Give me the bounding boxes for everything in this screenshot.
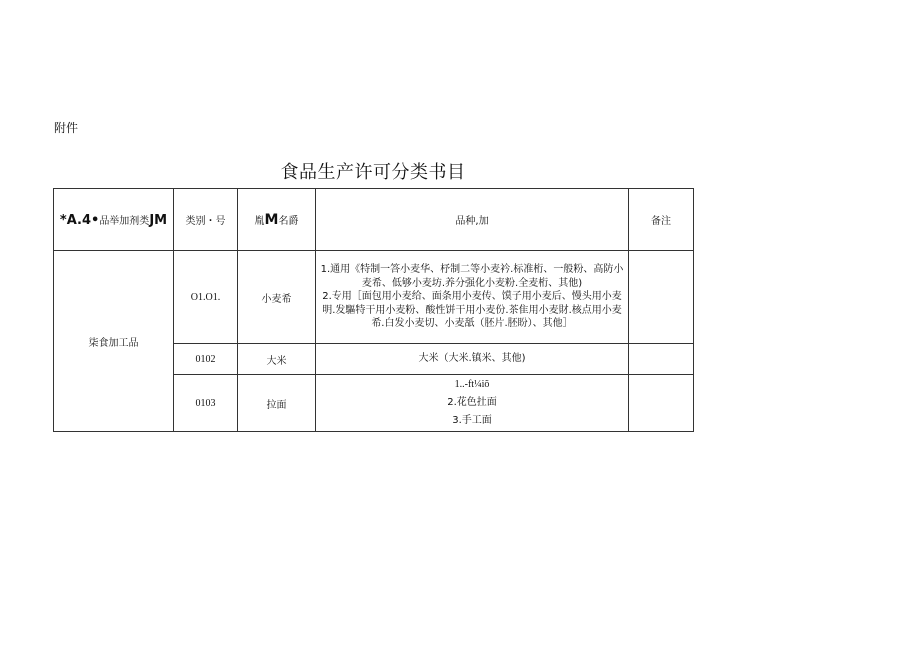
name-cell — [238, 344, 316, 375]
table-row — [54, 251, 694, 344]
varieties-cell — [316, 375, 629, 432]
name-cell — [238, 375, 316, 432]
category-name: 大米 — [266, 355, 287, 367]
header-col5-label: 备注 — [651, 216, 671, 227]
variety-item: 3.手工面 — [452, 415, 492, 426]
header-col3-big: M — [264, 211, 279, 228]
varieties-cell — [316, 251, 629, 344]
code-cell — [174, 375, 238, 432]
classification-table — [53, 188, 694, 432]
header-col1-prefix: *A.4• — [59, 212, 100, 228]
category-label: 柒食加工品 — [88, 337, 139, 349]
header-food-category — [54, 189, 174, 251]
header-varieties — [316, 189, 629, 251]
variety-item: 2.花色扗面 — [447, 397, 497, 408]
header-col2-label: 类别・号 — [185, 216, 226, 227]
header-col3-prefix: 胤 — [254, 215, 265, 227]
header-category-name — [238, 189, 316, 251]
variety-item: 2.专用［面包用小麦给、面条用小麦传、馍子用小麦后、慢头用小麦明.发驅特干用小麦粉、酸性饼干用小麦份.茶隹用小麦財.核点用小麦希.白发小麦切、小麦舐（胚片.胚盼）、其他］ — [322, 291, 622, 330]
variety-item: 1.通用《特制一答小麦华、杼制二等小麦衿.标准桁、一般粉、高防小麦希、低够小麦坊.养分强化小麦粉.全麦桁、其他) — [320, 264, 624, 289]
variety-item: 大米（大米.镇米、其他) — [418, 353, 526, 365]
header-col3-suffix: 名爵 — [278, 215, 299, 227]
code-cell — [174, 251, 238, 344]
category-code: O1.O1. — [190, 291, 221, 303]
remark-cell — [629, 251, 694, 344]
category-code: 0102 — [195, 353, 216, 365]
remark-cell — [629, 344, 694, 375]
header-col1-suffix: JM — [149, 212, 168, 228]
header-col1-mid: 品举加剂类 — [99, 215, 150, 227]
remark-cell — [629, 375, 694, 432]
header-category-code — [174, 189, 238, 251]
attachment-label: 附件 — [54, 121, 79, 135]
name-cell — [238, 251, 316, 344]
header-col4-label: 品种,加 — [455, 216, 489, 227]
header-remarks — [629, 189, 694, 251]
document-title: 食品生产许可分类书目 — [280, 162, 466, 183]
category-name: 拉面 — [266, 399, 287, 411]
category-code: 0103 — [195, 397, 216, 409]
variety-item: 1..-ft¼iõ — [454, 379, 490, 390]
varieties-cell — [316, 344, 629, 375]
code-cell — [174, 344, 238, 375]
header-row — [54, 189, 694, 251]
category-name: 小麦希 — [261, 293, 292, 305]
category-cell — [54, 251, 174, 432]
